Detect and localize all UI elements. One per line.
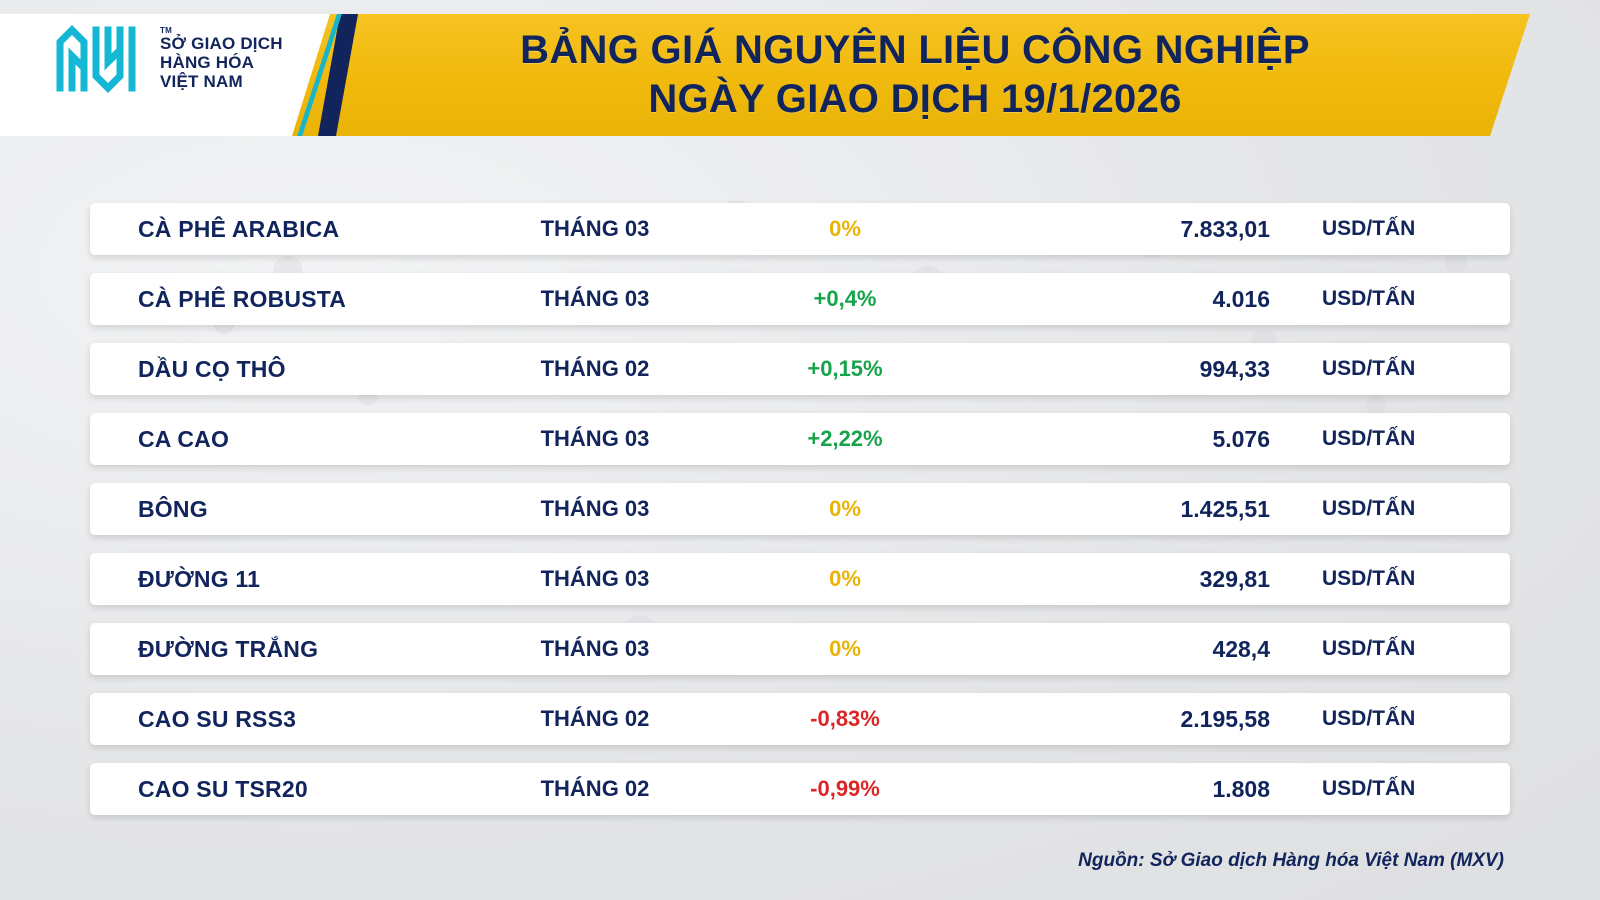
price-unit: USD/TẤN	[1322, 357, 1416, 380]
price-value: 2.195,58	[1180, 705, 1270, 732]
logo-line-1: SỞ GIAO DỊCH	[160, 33, 283, 53]
source-note: Nguồn: Sở Giao dịch Hàng hóa Việt Nam (MXV)	[1078, 850, 1504, 871]
table-row[interactable]	[90, 693, 1510, 745]
price-value: 1.808	[1212, 775, 1270, 802]
commodity-name: ĐƯỜNG TRẮNG	[138, 635, 319, 662]
price-value: 4.016	[1212, 285, 1270, 312]
commodity-name: CÀ PHÊ ROBUSTA	[138, 285, 347, 312]
table-row[interactable]	[90, 203, 1510, 255]
commodity-name: CAO SU RSS3	[138, 705, 297, 732]
price-value: 1.425,51	[1180, 495, 1270, 522]
price-value: 994,33	[1199, 355, 1270, 382]
contract-month: THÁNG 03	[540, 636, 650, 661]
price-value: 5.076	[1212, 425, 1270, 452]
contract-month: THÁNG 03	[540, 426, 650, 451]
change-percent: +0,15%	[807, 356, 883, 381]
mxv-logo-icon	[52, 22, 148, 96]
header	[0, 0, 1600, 143]
change-percent: 0%	[829, 216, 861, 241]
mxv-logo-text	[160, 27, 283, 91]
table-row[interactable]	[90, 553, 1510, 605]
table-row[interactable]	[90, 483, 1510, 535]
commodity-name: ĐƯỜNG 11	[138, 565, 261, 592]
table-row[interactable]	[90, 273, 1510, 325]
contract-month: THÁNG 02	[540, 776, 650, 801]
contract-month: THÁNG 03	[540, 286, 650, 311]
title-line-2: NGÀY GIAO DỊCH 19/1/2026	[648, 76, 1182, 121]
title-line-1: BẢNG GIÁ NGUYÊN LIỆU CÔNG NGHIỆP	[520, 28, 1310, 72]
table-row[interactable]	[90, 763, 1510, 815]
commodity-name: CAO SU TSR20	[138, 775, 308, 802]
commodity-name: CA CAO	[138, 425, 230, 452]
contract-month: THÁNG 03	[540, 566, 650, 591]
contract-month: THÁNG 02	[540, 356, 650, 381]
table-row[interactable]	[90, 343, 1510, 395]
price-unit: USD/TẤN	[1322, 777, 1416, 800]
price-table	[90, 203, 1510, 833]
price-value: 329,81	[1199, 565, 1270, 592]
price-unit: USD/TẤN	[1322, 567, 1416, 590]
logo-line-2: HÀNG HÓA	[160, 52, 255, 72]
price-unit: USD/TẤN	[1322, 637, 1416, 660]
change-percent: -0,99%	[810, 776, 880, 801]
commodity-name: BÔNG	[138, 495, 208, 522]
price-unit: USD/TẤN	[1322, 497, 1416, 520]
change-percent: 0%	[829, 496, 861, 521]
change-percent: -0,83%	[810, 706, 880, 731]
page-title	[370, 26, 1460, 124]
price-value: 7.833,01	[1180, 215, 1270, 242]
price-value: 428,4	[1212, 635, 1270, 662]
contract-month: THÁNG 02	[540, 706, 650, 731]
commodity-name: DẦU CỌ THÔ	[138, 355, 286, 382]
logo-line-3: VIỆT NAM	[160, 71, 243, 91]
change-percent: +2,22%	[807, 426, 883, 451]
mxv-logo	[52, 22, 283, 96]
price-unit: USD/TẤN	[1322, 217, 1416, 240]
contract-month: THÁNG 03	[540, 496, 650, 521]
contract-month: THÁNG 03	[540, 216, 650, 241]
change-percent: 0%	[829, 636, 861, 661]
price-unit: USD/TẤN	[1322, 427, 1416, 450]
price-unit: USD/TẤN	[1322, 707, 1416, 730]
table-row[interactable]	[90, 413, 1510, 465]
trademark-symbol: TM	[160, 25, 172, 35]
change-percent: +0,4%	[813, 286, 877, 311]
table-row[interactable]	[90, 623, 1510, 675]
change-percent: 0%	[829, 566, 861, 591]
price-unit: USD/TẤN	[1322, 287, 1416, 310]
commodity-name: CÀ PHÊ ARABICA	[138, 215, 340, 242]
